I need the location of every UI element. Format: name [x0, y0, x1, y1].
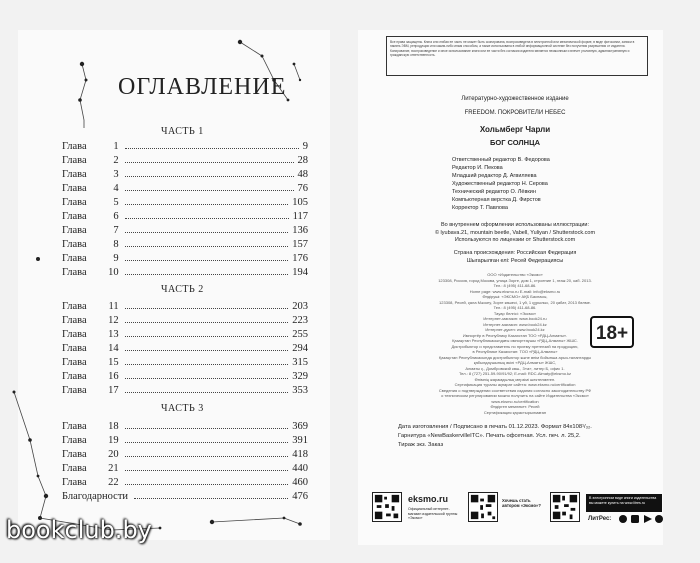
page-number: 353 — [292, 385, 308, 396]
chapter-label: Глава — [62, 435, 87, 446]
leader-dots — [125, 392, 289, 393]
litres-label: ЛитРес: — [588, 516, 612, 522]
credit-line: Технический редактор О. Лёвкин — [452, 189, 536, 195]
chapter-number: 11 — [108, 301, 119, 312]
page-number: 223 — [292, 315, 308, 326]
toc-row[interactable] — [62, 180, 308, 194]
leader-dots — [125, 218, 289, 219]
toc-row[interactable] — [62, 250, 308, 264]
page-number: 76 — [297, 183, 308, 194]
chapter-number: 9 — [113, 253, 119, 264]
toc-row[interactable] — [62, 488, 308, 502]
page-number: 136 — [292, 225, 308, 236]
chapter-number: 10 — [108, 267, 119, 278]
illustration-line: Во внутреннем оформлении использованы иллюстрации: — [440, 222, 590, 228]
print-line: Гарнитура «NewBaskervilleITC». Печать офсетная. Усл. печ. л. 25,2. — [398, 433, 581, 439]
apple-icon — [619, 515, 627, 523]
author-line: Хольмберг Чарли — [479, 125, 551, 134]
fine-line: Өндірген мемлекет: Ресей — [490, 404, 540, 409]
country-line: Страна происхождения: Российская Федерация — [453, 250, 577, 256]
chapter-number: 2 — [113, 155, 119, 166]
chapter-number: 5 — [113, 197, 119, 208]
page-number: 203 — [292, 301, 308, 312]
leader-dots — [125, 260, 289, 261]
toc-row[interactable] — [62, 446, 308, 460]
leader-dots — [125, 176, 294, 177]
page-number: 369 — [292, 421, 308, 432]
fine-line: Қазақстан Республикасында дистрибьютор және өнім бойынша арыз-талаптарды — [438, 354, 592, 360]
toc-row[interactable] — [62, 432, 308, 446]
leader-dots — [125, 484, 289, 485]
fine-line: Тауар белгісі: «Эксмо» — [493, 310, 537, 316]
fine-line: Тел.: 8 (495) 411-68-86. — [493, 305, 537, 310]
chapter-number: 17 — [108, 385, 119, 396]
fine-line: Қазақстан Республикасындағы импорттаушы «РДЦ-Алматы» ЖШС. — [452, 338, 578, 343]
chapter-label: Глава — [62, 267, 87, 278]
chapter-number: 8 — [113, 239, 119, 250]
toc-row[interactable] — [62, 460, 308, 474]
page-number: 194 — [292, 267, 308, 278]
toc-row[interactable] — [62, 222, 308, 236]
leader-dots — [125, 148, 299, 149]
page-number: 105 — [292, 197, 308, 208]
part-heading: ЧАСТЬ 3 — [161, 403, 204, 414]
leader-dots — [134, 498, 288, 499]
toc-row[interactable] — [62, 194, 308, 208]
leader-dots — [125, 350, 289, 351]
page-number: 117 — [292, 211, 308, 222]
fine-line: Алматы қ., Домбровский көш., 3«а», литер Б, офис 1. — [465, 365, 565, 371]
fine-line: Тел.: 8 (727) 251-59-90/91/92; E-mail: RDC-Almaty@eksmo.kz — [458, 371, 572, 376]
country-line: Шыгарылған елі: Ресей Федерациясы — [466, 257, 564, 264]
book-title: БОГ СОЛНЦА — [489, 138, 540, 147]
leader-dots — [125, 428, 289, 429]
page-number: 28 — [297, 155, 308, 166]
watermark: bookclub.by — [6, 516, 152, 544]
copyright-notice: Все права защищены. Книга или любая ее часть не может быть скопирована, воспроизведена в электронной или механической форме, в виде фотокопии, записи в память ЭВМ, репродукции или каким-либо иным способом, а также использована в любой информационной системе без получения разрешения от издателя. Копирование, воспроизведение и иное использование книги или ее части без согласия издателя является незаконным и влечет уголовную, административную и гражданскую ответственность. — [386, 36, 648, 76]
chapter-number: 14 — [108, 343, 119, 354]
chapter-label: Глава — [62, 449, 87, 460]
page-number: 440 — [292, 463, 308, 474]
fine-line: Сертификация қарастырылмаған — [483, 409, 547, 415]
page-number: 460 — [292, 477, 308, 488]
leader-dots — [125, 336, 289, 337]
toc-row[interactable] — [62, 152, 308, 166]
leader-dots — [125, 162, 294, 163]
chapter-label: Глава — [62, 371, 87, 382]
page-number: 255 — [292, 329, 308, 340]
credit-line: Компьютерная верстка Д. Фирстов — [452, 197, 541, 203]
toc-title: ОГЛАВЛЕНИЕ — [118, 74, 287, 100]
fine-line: Импортёр в Республику Казахстан ТОО «РДЦ-Алматы». — [462, 332, 568, 338]
toc-row[interactable] — [62, 166, 308, 180]
chapter-number: 7 — [113, 225, 119, 236]
toc-row[interactable] — [62, 236, 308, 250]
play-icon — [644, 515, 652, 523]
leader-dots — [125, 442, 289, 443]
toc-row[interactable] — [62, 264, 308, 278]
chapter-label: Глава — [62, 155, 87, 166]
toc-row[interactable] — [62, 138, 308, 152]
fine-line: www.eksmo.ru/certification — [491, 398, 539, 404]
toc-row[interactable] — [62, 354, 308, 368]
chapter-number: 21 — [108, 463, 119, 474]
chapter-number: 3 — [113, 169, 119, 180]
part-heading: ЧАСТЬ 2 — [161, 284, 204, 295]
leader-dots — [125, 470, 289, 471]
chapter-label: Благодарности — [62, 491, 129, 502]
chapter-label: Глава — [62, 477, 87, 488]
fine-line: о техническом регулировании можно получить на сайте Издательства «Эксмо» — [441, 393, 589, 398]
app-store-icons — [618, 514, 664, 524]
page-number: 315 — [292, 357, 308, 368]
chapter-label: Глава — [62, 301, 87, 312]
fine-line: ООО «Издательство «Эксмо» — [487, 272, 543, 277]
page-number: 476 — [292, 491, 308, 502]
chapter-number: 19 — [108, 435, 119, 446]
print-line: Тираж экз. Заказ — [398, 442, 444, 448]
fine-line: Сведения о подтверждении соответствия издания согласно законодательству РФ — [438, 387, 592, 393]
fine-line: Өнімнің жарамдылық мерзімі шектелмеген. — [474, 376, 556, 382]
page-number: 157 — [292, 239, 308, 250]
toc-row[interactable] — [62, 298, 308, 312]
toc-row[interactable] — [62, 208, 308, 222]
toc-row[interactable] — [62, 368, 308, 382]
chapter-number: 20 — [108, 449, 119, 460]
illustration-line: © lyubava.21, mountain beetle, Vabell, Yuliyan / Shutterstock.com — [434, 229, 596, 236]
author-invite: Хочешь стать автором «Эксмо»? — [502, 498, 541, 509]
chapter-number: 16 — [108, 371, 119, 382]
leader-dots — [125, 322, 289, 323]
leader-dots — [125, 364, 289, 365]
toc-row[interactable] — [62, 312, 308, 326]
chapter-label: Глава — [62, 141, 87, 152]
page-number: 9 — [302, 141, 308, 152]
credit-line: Младший редактор Д. Агвиляева — [452, 173, 537, 179]
chapter-label: Глава — [62, 253, 87, 264]
chapter-label: Глава — [62, 225, 87, 236]
android-icon — [655, 515, 663, 523]
leader-dots — [125, 204, 289, 205]
leader-dots — [125, 232, 289, 233]
age-rating-badge: 18+ — [590, 316, 634, 348]
page-number: 48 — [297, 169, 308, 180]
site-link[interactable]: eksmo.ru — [408, 494, 449, 504]
credit-line: Редактор И. Пекова — [452, 165, 503, 171]
leader-dots — [125, 378, 289, 379]
print-line: Дата изготовления / Подписано в печать 01.12.2023. Формат 84х108¹/₃₂. — [398, 424, 592, 430]
credit-line: Ответственный редактор В. Федорова — [452, 157, 550, 163]
page-number: 176 — [292, 253, 308, 264]
chapter-label: Глава — [62, 315, 87, 326]
chapter-number: 18 — [108, 421, 119, 432]
part-heading: ЧАСТЬ 1 — [161, 126, 204, 137]
litres-banner: В электронном виде книги издательства вы можете купить на www.litres.ru — [586, 494, 662, 512]
illustrations-credit — [390, 222, 640, 245]
qr-code-icon — [372, 492, 402, 522]
fine-line: Интернет-дүкен: www.book24.kz — [485, 327, 545, 332]
chapter-label: Глава — [62, 239, 87, 250]
chapter-number: 15 — [108, 357, 119, 368]
page-number: 294 — [292, 343, 308, 354]
toc-row[interactable] — [62, 382, 308, 396]
fine-line: Интернет-магазин: www.book24.ru — [483, 316, 547, 321]
genre-line: Литературно-художественное издание — [461, 96, 569, 102]
fine-line: 123308, Ресей, қала Мәскеу, Зорге көшесі, 1 үй, 1 құрылыс, 20 қабат, 2013 бөлме. — [439, 299, 591, 305]
fine-line: Тел.: 8 (495) 411-68-86. — [493, 283, 537, 288]
leader-dots — [125, 308, 289, 309]
series-line: FREEDOM. ПОКРОВИТЕЛИ НЕБЕС — [464, 110, 566, 116]
toc-row[interactable] — [62, 340, 308, 354]
toc-row[interactable] — [62, 418, 308, 432]
chapter-label: Глава — [62, 169, 87, 180]
leader-dots — [125, 456, 289, 457]
chapter-label: Глава — [62, 357, 87, 368]
fine-line: қабылдаушының өкілі «РДЦ-Алматы» ЖШС, — [473, 360, 557, 365]
fine-line: Дистрибьютор и представитель по приему претензий на продукцию, — [451, 343, 579, 349]
windows-icon — [631, 515, 639, 523]
chapter-label: Глава — [62, 463, 87, 474]
credit-line: Корректор Т. Павлова — [452, 205, 508, 211]
country-of-origin — [390, 250, 640, 265]
chapter-number: 13 — [108, 329, 119, 340]
page-number: 329 — [292, 371, 308, 382]
chapter-number: 4 — [113, 183, 119, 194]
page-number: 391 — [292, 435, 308, 446]
chapter-number: 22 — [108, 477, 119, 488]
fine-line: в Республике Казахстан: ТОО «РДЦ-Алматы» — [472, 349, 558, 354]
chapter-label: Глава — [62, 197, 87, 208]
chapter-label: Глава — [62, 421, 87, 432]
toc-row[interactable] — [62, 326, 308, 340]
fine-line: Home page: www.eksmo.ru E-mail: info@eksmo.ru — [469, 288, 561, 294]
toc-row[interactable] — [62, 474, 308, 488]
qr-code-icon — [468, 492, 498, 522]
chapter-label: Глава — [62, 385, 87, 396]
fine-line: Интернет-магазин: www.book24.kz — [483, 321, 547, 327]
leader-dots — [125, 190, 294, 191]
credits-block — [452, 156, 550, 212]
chapter-label: Глава — [62, 211, 87, 222]
credit-line: Художественный редактор Н. Серова — [452, 181, 548, 187]
chapter-number: 12 — [108, 315, 119, 326]
chapter-label: Глава — [62, 183, 87, 194]
page-number: 418 — [292, 449, 308, 460]
chapter-label: Глава — [62, 329, 87, 340]
print-details — [398, 423, 592, 450]
chapter-number: 1 — [113, 141, 119, 152]
fine-line: 123308, Россия, город Москва, улица Зорге, дом 1, строение 1, этаж 20, каб. 2013. — [438, 277, 592, 283]
site-caption: Официальный интернет-магазин издательской группы «Эксмо» — [408, 507, 458, 521]
chapter-number: 6 — [113, 211, 119, 222]
fine-line: Өндіруші: «ЭКСМО» АҚБ Баспасы, — [482, 294, 548, 299]
chapter-label: Глава — [62, 343, 87, 354]
illustration-line: Используются по лицензии от Shutterstock.com — [454, 237, 576, 243]
qr-code-icon — [550, 492, 580, 522]
leader-dots — [125, 274, 289, 275]
fine-line: Сертификация туралы ақпарат сайтта: www.eksmo.ru/certification — [454, 382, 576, 387]
leader-dots — [125, 246, 289, 247]
